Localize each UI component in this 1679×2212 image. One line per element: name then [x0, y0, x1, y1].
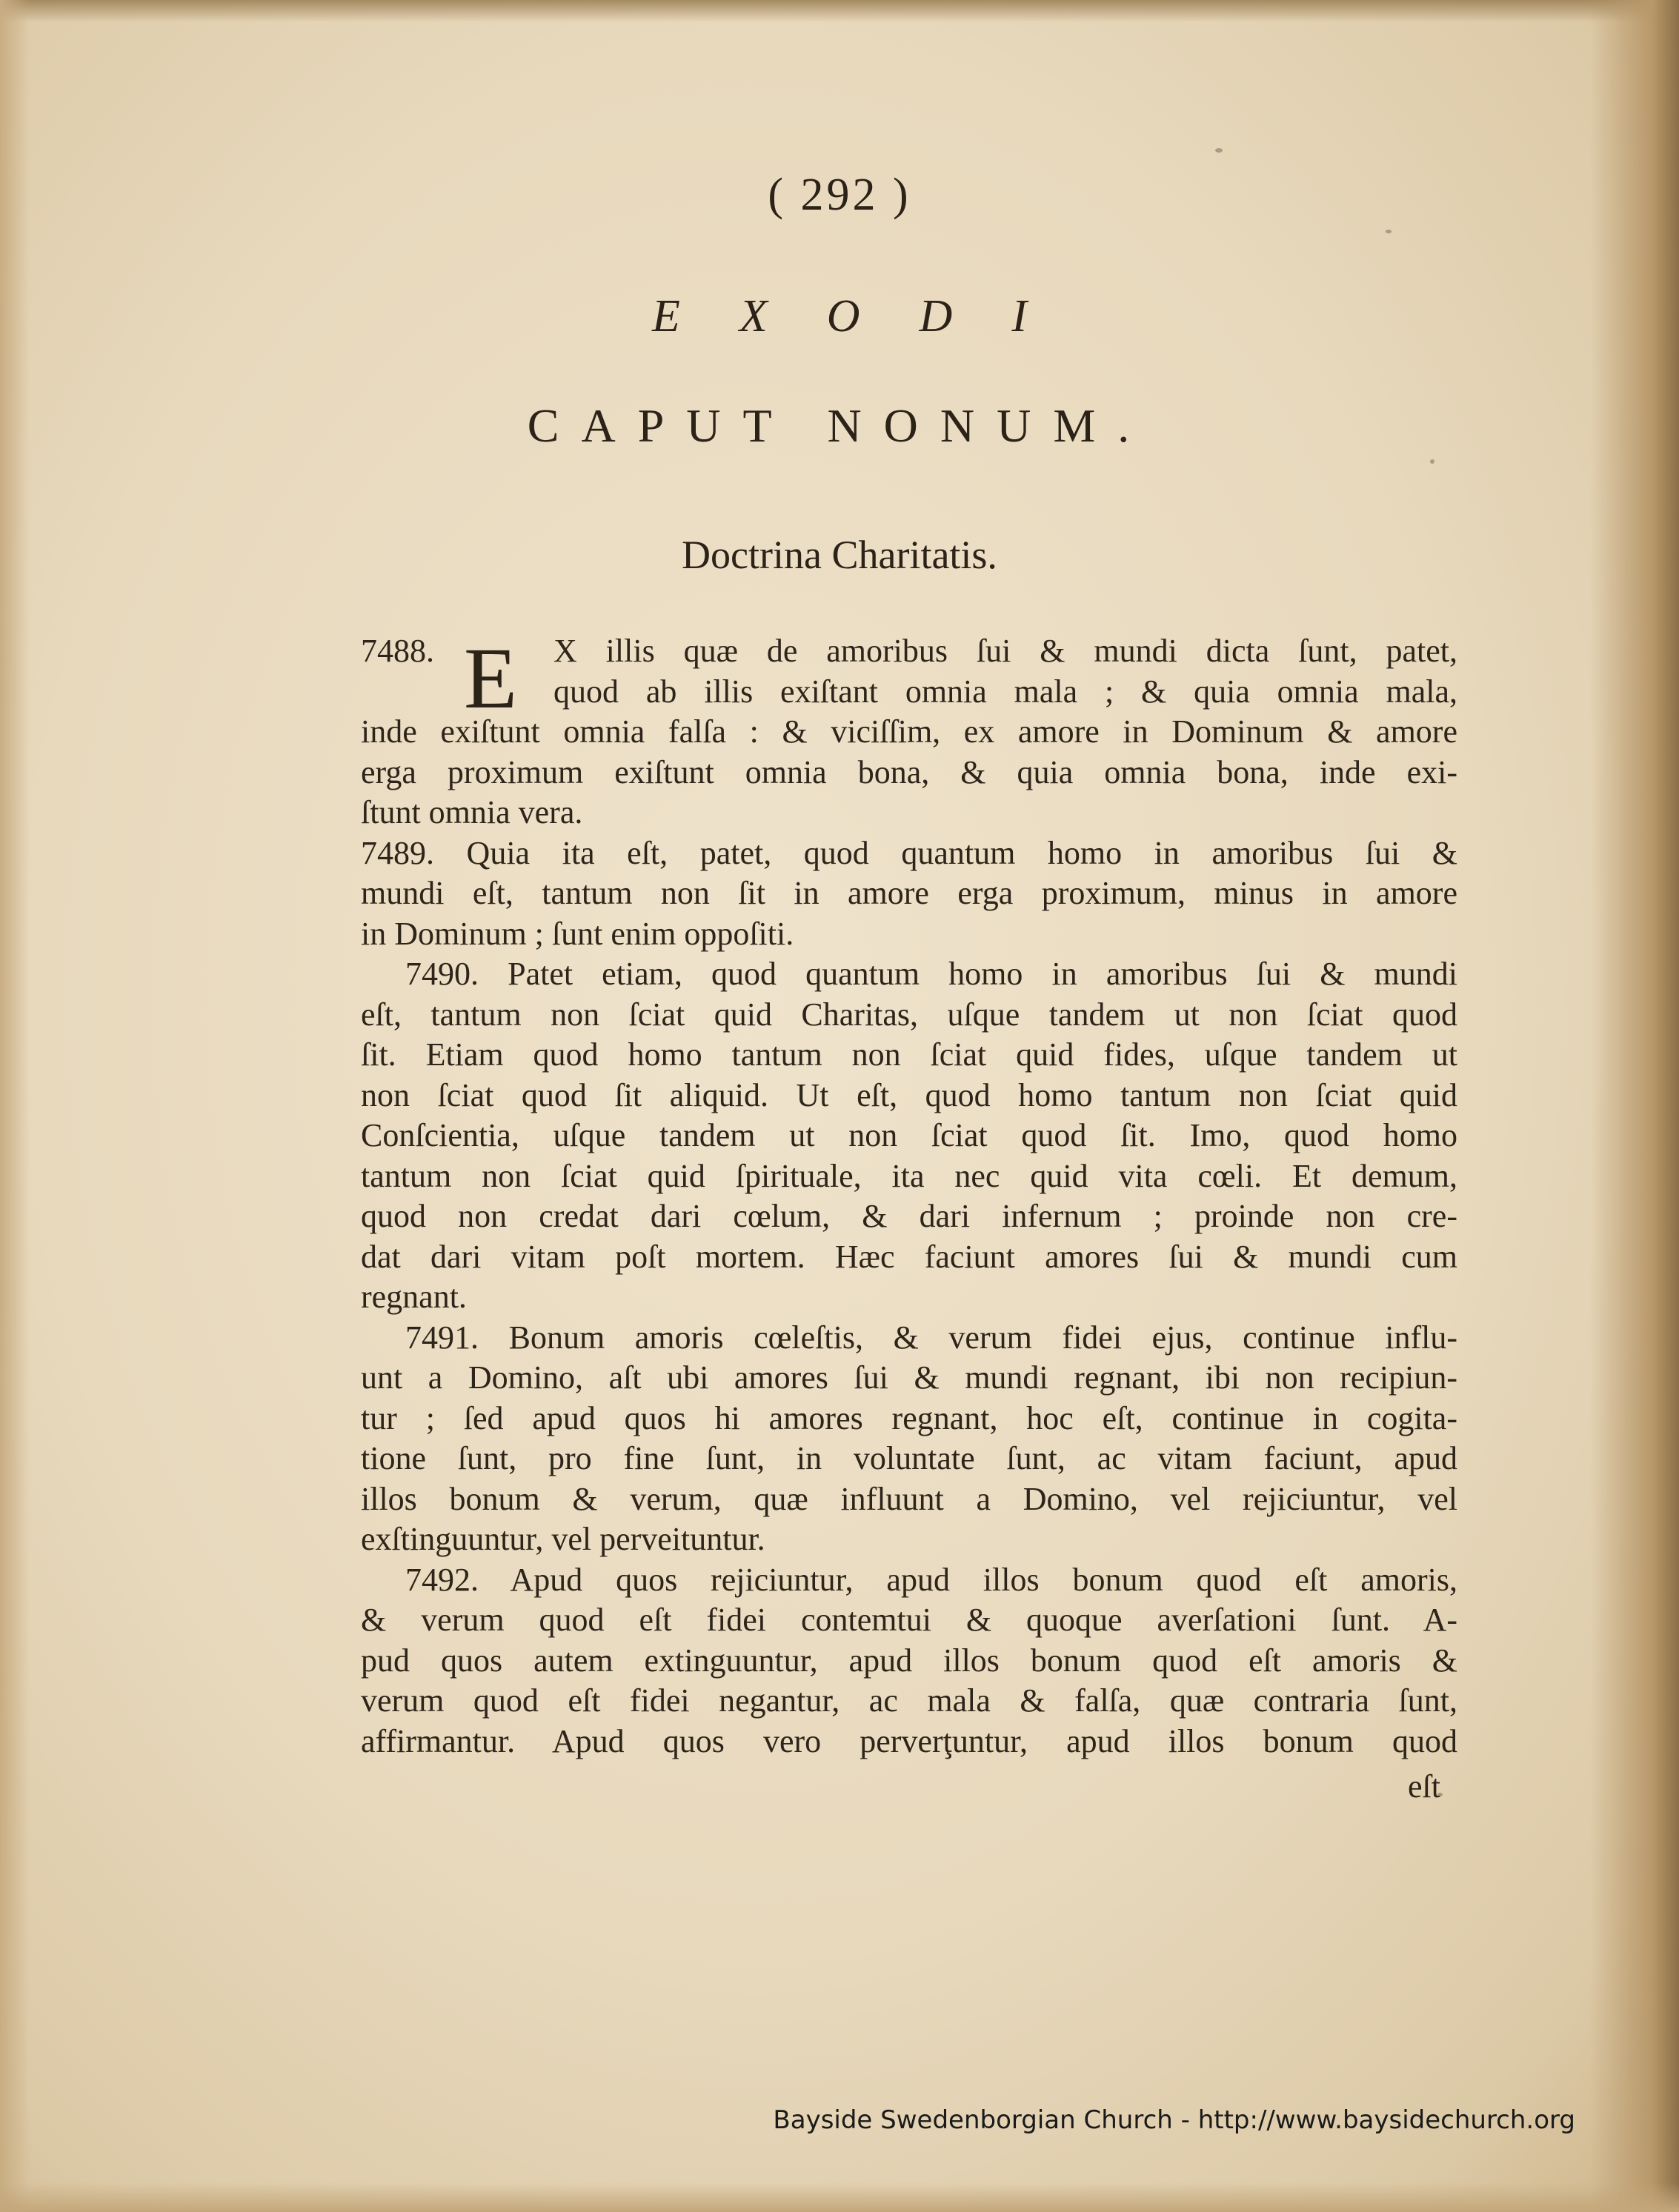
text-line: inde exiſtunt omnia falſa : & viciſſim, ex amore in Dominum & amore: [361, 713, 1457, 750]
text-line: quod ab illis exiſtant omnia mala ; & quia omnia mala,: [553, 673, 1457, 710]
text-line: regnant.: [361, 1279, 467, 1315]
book-title-letter: X: [739, 291, 768, 342]
text-line: 7491. Bonum amoris cœleſtis, & verum fidei ejus, continue influ-: [405, 1319, 1457, 1356]
text-line: 7489. Quia ita eſt, patet, quod quantum homo in amoribus ſui &: [361, 834, 1457, 871]
watermark-text: Bayside Swedenborgian Church - http://www.baysidechurch.org: [773, 2105, 1575, 2135]
text-line: verum quod eſt fidei negantur, ac mala & falſa, quæ contraria ſunt,: [361, 1682, 1457, 1719]
ink-speck: [1215, 148, 1223, 153]
paragraph-7489: [361, 833, 1457, 955]
chapter-title: CAPUT NONUM.: [527, 399, 1152, 452]
book-title: [0, 290, 1679, 343]
text-line: Conſcientia, uſque tandem ut non ſciat quod ſit. Imo, quod homo: [361, 1117, 1457, 1153]
paragraph-number: 7488.: [361, 633, 434, 669]
text-line: 7492. Apud quos rejiciuntur, apud illos bonum quod eſt amoris,: [405, 1561, 1457, 1598]
drop-cap: E: [464, 630, 518, 727]
book-title-letter: D: [919, 291, 953, 342]
page-edge-top: [0, 0, 1679, 22]
text-line: affirmantur. Apud quos vero perverţuntur, apud illos bonum quod: [361, 1722, 1457, 1759]
text-line: unt a Domino, aſt ubi amores ſui & mundi regnant, ibi non recipiun-: [361, 1359, 1457, 1396]
text-line: tantum non ſciat quid ſpirituale, ita nec quid vita cœli. Et demum,: [361, 1157, 1457, 1194]
text-line: & verum quod eſt fidei contemtui & quoque averſationi ſunt. A-: [361, 1602, 1457, 1638]
paragraph-7492: [361, 1560, 1457, 1762]
doctrine-title: Doctrina Charitatis.: [682, 533, 997, 577]
paragraph-7490: [361, 954, 1457, 1318]
text-line: pud quos autem extinguuntur, apud illos bonum quod eſt amoris &: [361, 1642, 1457, 1679]
body-text: [361, 631, 1457, 1762]
text-line: tione ſunt, pro fine ſunt, in voluntate ſunt, ac vitam faciunt, apud: [361, 1440, 1457, 1476]
text-line: 7490. Patet etiam, quod quantum homo in amoribus ſui & mundi: [405, 956, 1457, 992]
page-number: ( 292 ): [768, 170, 911, 220]
text-line: in Dominum ; ſunt enim oppoſiti.: [361, 915, 794, 952]
text-line: non ſciat quod ſit aliquid. Ut eſt, quod homo tantum non ſciat quid: [361, 1076, 1457, 1113]
page-edge-bottom: [0, 2182, 1679, 2212]
text-line: quod non credat dari cœlum, & dari infernum ; proinde non cre-: [361, 1198, 1457, 1234]
ink-speck: [1430, 459, 1434, 464]
catchword: eſt: [1408, 1768, 1440, 1805]
text-line: eſt, tantum non ſciat quid Charitas, uſque tandem ut non ſciat quod: [361, 996, 1457, 1033]
book-title-letter: I: [1011, 291, 1027, 342]
text-line: ſit. Etiam quod homo tantum non ſciat quid fides, uſque tandem ut: [361, 1036, 1457, 1073]
text-line: mundi eſt, tantum non ſit in amore erga proximum, minus in amore: [361, 875, 1457, 911]
paragraph-7491: [361, 1318, 1457, 1560]
ink-speck: [1386, 230, 1392, 233]
text-line: ſtunt omnia vera.: [361, 794, 583, 830]
text-line: tur ; ſed apud quos hi amores regnant, hoc eſt, continue in cogita-: [361, 1399, 1457, 1436]
text-line: illos bonum & verum, quæ influunt a Domino, vel rejiciuntur, vel: [361, 1480, 1457, 1517]
book-title-letter: O: [826, 291, 860, 342]
text-line-content: X illis quæ de amoribus ſui & mundi dicta ſunt, patet,: [553, 633, 1457, 669]
book-title-letter: E: [652, 291, 680, 342]
text-line: exſtinguuntur, vel perveituntur.: [361, 1521, 765, 1557]
text-line: erga proximum exiſtunt omnia bona, & quia omnia bona, inde exi-: [361, 753, 1457, 790]
text-line: dat dari vitam poſt mortem. Hæc faciunt amores ſui & mundi cum: [361, 1238, 1457, 1275]
paragraph-7488: [361, 631, 1457, 833]
text-line: [361, 631, 1457, 672]
